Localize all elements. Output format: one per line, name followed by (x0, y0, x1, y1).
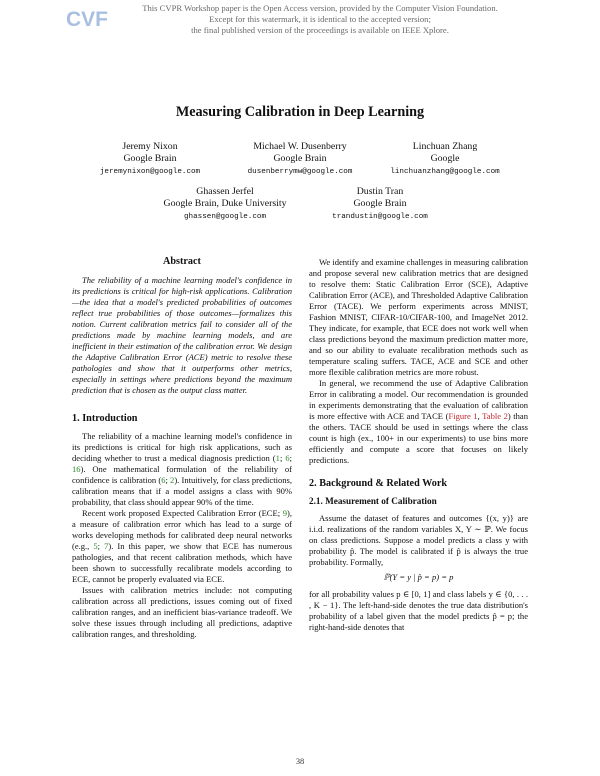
author-name: Ghassen Jerfel (196, 186, 254, 197)
citation-link[interactable]: 6 (161, 475, 166, 485)
author-affiliation: Google Brain (123, 153, 177, 165)
citation-link[interactable]: 2 (170, 475, 175, 485)
background-paragraph-1: Assume the dataset of features and outcomes {(x, y)} are i.i.d. realizations of the random variables X, Y ∼ ℙ. We focus on class predictions. Suppose a model predicts a class y with probability p̂. The model is calibrated if p̂ is always the true probability. Formally, (309, 513, 528, 567)
citation-link[interactable]: 1 (275, 453, 280, 463)
intro-paragraph-1: The reliability of a machine learning model's confidence in its predictions is critical for high risk applications, such as deciding whether to trust a medical diagnosis prediction (1; 6; 16). One mathematical formulation of the reliability of confidence is calibration (6; 2). Intuitively, for class predictions, calibration means that if a model assigns a class with 90% probability, that class should appear 90% of the time. (72, 431, 292, 507)
intro-paragraph-2: Recent work proposed Expected Calibration Error (ECE; 9), a measure of calibration error which has lead to a surge of works developing methods for calibrated deep neural networks (e.g., 5; 7). In this paper, we show that ECE has numerous pathologies, and that recent calibration methods, which have been shown to successfully recalibrate models according to ECE, cannot be properly evaluated via ECE. (72, 508, 293, 584)
intro-paragraph-4: We identify and examine challenges in measuring calibration and propose several new calibration metrics that are designed to resolve them: Static Calibration Error (SCE), Adaptive Calibration Error (ACE), and Thresholded Adaptive Calibration Error (TACE). We perform experiments across MNIST, Fashion MNIST, CIFAR-10/CIFAR-100, and ImageNet 2012. They indicate, for example, that ECE does not work well when class predictions beyond the maximum prediction matter more, and so our ability to evaluate recalibration methods such as temperature scaling suffers. TACE, ACE and SCE and other more flexible calibration metrics are more robust. (309, 257, 528, 377)
citation-link[interactable]: 6 (285, 453, 290, 463)
author-block (130, 186, 320, 224)
author-block (210, 141, 390, 179)
author-block (365, 141, 525, 179)
right-column (309, 257, 528, 633)
author-email: jeremynixon@google.com (99, 168, 201, 177)
author-block (300, 186, 460, 224)
cvf-logo-icon (66, 6, 110, 30)
background-paragraph-2: for all probability values p ∈ [0, 1] and class labels y ∈ {0, . . . , K − 1}. The left-hand-side denotes the true data distribution's probability of a label given that the model predicts p̂ = p; the right-hand-side denotes that (309, 589, 528, 632)
author-affiliation: Google Brain, Duke University (163, 198, 287, 210)
author-affiliation: Google Brain (353, 198, 407, 210)
section-heading-background: 2. Background & Related Work (309, 478, 448, 489)
watermark-line-3: the final published version of the proceedings is available on IEEE Xplore. (191, 25, 449, 36)
citation-link[interactable]: 16 (72, 464, 81, 474)
author-name: Linchuan Zhang (412, 141, 478, 152)
author-name: Michael W. Dusenberry (253, 141, 347, 152)
calibration-equation: ℙ(Y = y | p̂ = p) = p (383, 572, 454, 582)
figure-reference-link[interactable]: Figure 1 (448, 411, 478, 421)
citation-link[interactable]: 7 (104, 541, 109, 551)
table-reference-link[interactable]: Table 2 (482, 411, 508, 421)
abstract-heading: Abstract (163, 256, 201, 267)
author-affiliation: Google Brain (273, 153, 327, 165)
watermark-line-1: This CVPR Workshop paper is the Open Access version, provided by the Computer Vision Foundation. (142, 3, 498, 13)
author-email: ghassen@google.com (183, 213, 267, 222)
citation-link[interactable]: 5 (93, 541, 98, 551)
intro-paragraph-3: Issues with calibration metrics include: not computing calibration across all predictions, issues coming out of fixed calibration ranges, and an inefficient bias-variance tradeoff. We solve these issues through including all predictions, adaptive calibration ranges, and thresholding. (72, 585, 292, 639)
author-block (70, 141, 230, 179)
author-email: dusenberrymw@google.com (247, 168, 353, 177)
paper-title: Measuring Calibration in Deep Learning (175, 104, 425, 120)
watermark-line-2: Except for this watermark, it is identical to the accepted version; (209, 14, 431, 25)
subsection-heading-measurement: 2.1. Measurement of Calibration (309, 496, 437, 506)
author-name: Jeremy Nixon (122, 141, 178, 152)
intro-paragraph-5: In general, we recommend the use of Adaptive Calibration Error in calibrating a model. Our recommendation is grounded in experiments demonstrating that the evaluation of calibration is more effective with ACE and TACE (Figure 1, Table 2) than the others. TACE should be used in settings where the class count is high (ex., 100+ in our experiments) to use bins more efficiently and compute a score that focuses on likely predictions. (309, 378, 528, 465)
author-email: trandustin@google.com (332, 213, 428, 222)
page-number: 38 (295, 757, 305, 766)
abstract-text: The reliability of a machine learning model's confidence in its predictions is critical for high-risk applications. Calibration—the idea that a model's predicted probabilities of outcomes reflect true probabilities of those outcomes—formalizes this notion. Current calibration metrics fail to consider all of the predictions made by machine learning models, and are inefficient in their estimation of the calibration error. We design the Adaptive Calibration Error (ACE) metric to resolve these pathologies and show that it outperforms other metrics, especially in settings where predictions beyond the maximum prediction that is chosen as the output class matter. (72, 275, 292, 395)
left-column (72, 256, 292, 640)
section-heading-introduction: 1. Introduction (72, 413, 138, 424)
watermark (140, 3, 500, 37)
author-email: linchuanzhang@google.com (390, 168, 500, 177)
author-name: Dustin Tran (356, 186, 404, 197)
cvf-logo-text: CVF (66, 8, 108, 30)
citation-link[interactable]: 9 (282, 508, 288, 518)
author-affiliation: Google (430, 153, 460, 165)
